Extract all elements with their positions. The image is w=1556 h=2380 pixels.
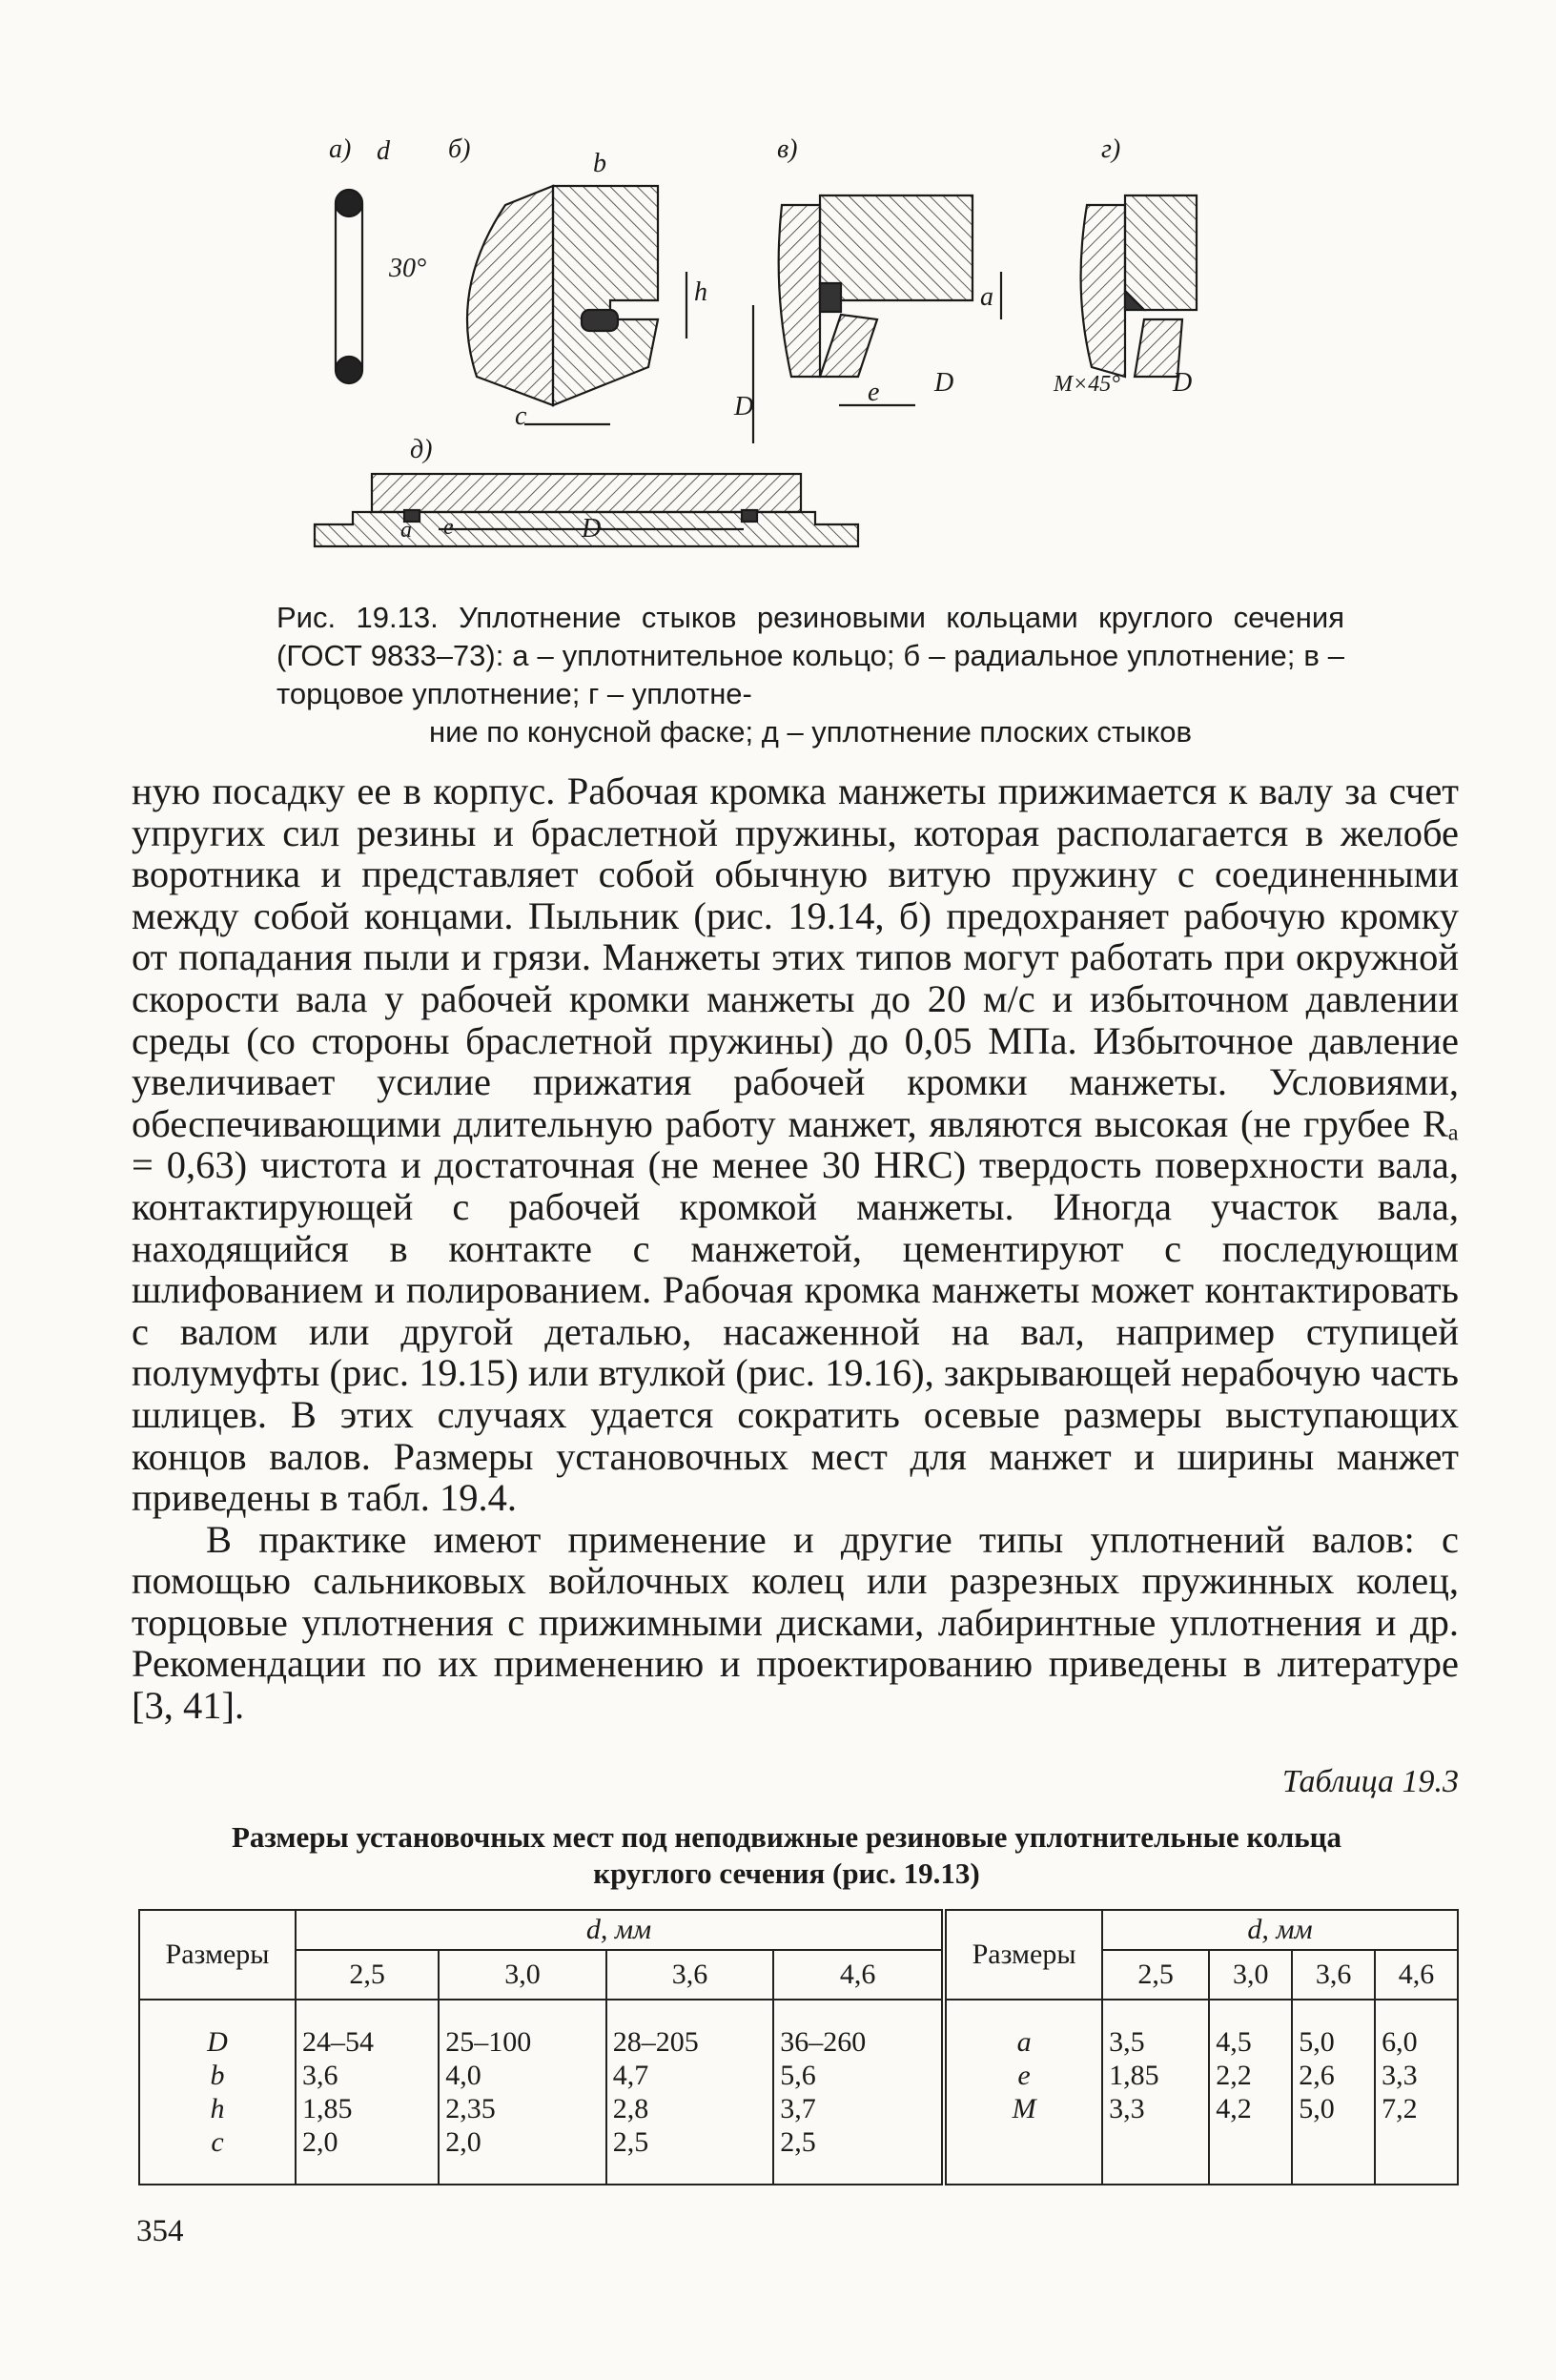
cell: 4,5	[1216, 2025, 1252, 2058]
angle-30: 30°	[389, 254, 427, 283]
table-title: Размеры установочных мест под неподвижные резиновые уплотнительные кольца круглого сечения (рис. 19.13)	[231, 1820, 1342, 1890]
dim-M: M×45°	[1054, 372, 1120, 397]
ring-outline	[336, 191, 362, 381]
cell: 3,3	[1382, 2059, 1418, 2091]
dim-d: d	[377, 136, 390, 166]
dim-D-v: D	[934, 368, 954, 398]
right-col-3-6	[1292, 2000, 1375, 2185]
label-a: a	[1016, 2025, 1032, 2058]
right-col-2-5	[1102, 2000, 1209, 2185]
cell: 3,5	[1109, 2025, 1145, 2058]
cell: 5,0	[1299, 2092, 1335, 2124]
housing-g	[1081, 205, 1125, 377]
cell: 2,5	[612, 2125, 649, 2158]
cell: 2,5	[780, 2125, 816, 2158]
dim-a-d: a	[400, 518, 412, 543]
label-v: в)	[777, 134, 798, 164]
left-col-3-0	[439, 2000, 606, 2185]
cell: 2,35	[445, 2092, 496, 2124]
dim-e: e	[868, 378, 880, 407]
left-col-4-6	[773, 2000, 944, 2185]
label-d: д)	[410, 435, 433, 464]
dim-h: h	[694, 277, 707, 307]
table-label: Таблица 19.3	[1281, 1764, 1459, 1799]
right-labels	[944, 2000, 1102, 2185]
left-labels	[139, 2000, 296, 2185]
cell: 4,7	[612, 2059, 649, 2091]
caption-last-line: ние по конусной фаске; д – уплотнение плоских стыков	[428, 715, 1192, 749]
flange-v	[820, 195, 972, 300]
paragraph-1: ную посадку ее в корпус. Рабочая кромка манжеты прижимается к валу за счет упругих сил резины и браслетной пружины, которая располагается в желобе воротника и представляет собой обычную витую пружину с соединенными между собой концами. Пыльник (рис. 19.14, б) предохраняет рабочую кромку от попадания пыли и грязи. Манжеты этих типов могут работать при окружной скорости вала у рабочей кромки манжеты до 20 м/с и избыточном давлении среды (со стороны браслетной пружины) до 0,05 МПа. Избыточное давление увеличивает усилие прижатия рабочей кромки манжеты. Условиями, обеспечивающими длительную работу манжет, являются высокая (не грубее Rₐ = 0,63) чистота и достаточная (не менее 30 HRC) твердость поверхности вала, контактирующей с рабочей кромкой манжеты. Иногда участок вала, находящийся в контакте с манжетой, цементируют с последующим шлифованием и полированием. Рабочая кромка манжеты может контактировать с валом или другой деталью, насаженной на вал, например ступицей полумуфты (рис. 19.15) или втулкой (рис. 19.16), закрывающей нерабочую часть шлицев. В этих случаях удается сократить осевые размеры выступающих концов валов. Размеры установочных мест для манжет и ширины манжет приведены в табл. 19.4.	[132, 769, 1459, 1520]
d-value: 3,6	[606, 1950, 774, 2000]
dim-a: a	[980, 282, 993, 312]
cell: 3,7	[780, 2092, 816, 2124]
cell: 4,2	[1216, 2092, 1252, 2124]
d-value: 2,5	[296, 1950, 439, 2000]
right-col-4-6	[1375, 2000, 1458, 2185]
d-value: 4,6	[1375, 1950, 1458, 2000]
cell: 7,2	[1382, 2092, 1418, 2124]
d-value: 3,0	[1209, 1950, 1292, 2000]
dim-c: c	[515, 401, 527, 431]
caption-text: Рис. 19.13. Уплотнение стыков резиновыми кольцами круглого сечения (ГОСТ 9833–73): а – уплотнительное кольцо; б – радиальное уплотнение; в – торцовое уплотнение; г – уплотне-	[276, 601, 1344, 710]
cell: 2,8	[612, 2092, 649, 2124]
label-M: M	[1012, 2092, 1036, 2124]
cell: 2,6	[1299, 2059, 1335, 2091]
d-value: 3,6	[1292, 1950, 1375, 2000]
cell: 2,2	[1216, 2059, 1252, 2091]
dim-D-d: D	[582, 514, 602, 544]
dim-e-d: e	[443, 515, 454, 540]
size-header-left: Размеры	[139, 1910, 296, 2000]
ring-b	[582, 310, 618, 331]
figure-caption	[276, 599, 1344, 751]
d-value: 4,6	[773, 1950, 944, 2000]
cell: 24–54	[302, 2025, 374, 2058]
shaft-v	[820, 315, 877, 377]
shaft-b	[553, 186, 658, 405]
ring-d-right	[742, 510, 757, 522]
ring-section-bottom	[336, 357, 362, 383]
flange-g	[1125, 195, 1197, 310]
seal-figure	[286, 119, 1344, 577]
right-col-3-0	[1209, 2000, 1292, 2185]
cell: 25–100	[445, 2025, 532, 2058]
d-value: 2,5	[1102, 1950, 1209, 2000]
cell: 2,0	[302, 2125, 338, 2158]
body-text	[132, 770, 1459, 1727]
ring-section-top	[336, 190, 362, 216]
d-header-left: d, мм	[296, 1910, 944, 1950]
cell: 1,85	[302, 2092, 353, 2124]
label-g: г)	[1101, 134, 1121, 164]
cell: 2,0	[445, 2125, 481, 2158]
cell: 5,0	[1299, 2025, 1335, 2058]
label-e: e	[1017, 2059, 1031, 2091]
dim-D-b: D	[734, 392, 754, 421]
dim-b: b	[593, 149, 606, 178]
label-a: а)	[329, 134, 352, 164]
label-D: D	[207, 2025, 228, 2058]
dim-D-g: D	[1173, 368, 1193, 398]
label-b: b	[210, 2059, 225, 2091]
cell: 3,6	[302, 2059, 338, 2091]
d-value: 3,0	[439, 1950, 606, 2000]
cell: 1,85	[1109, 2059, 1159, 2091]
top-plate-d	[372, 474, 801, 512]
label-b: б)	[448, 134, 471, 164]
cell: 28–205	[612, 2025, 699, 2058]
cell: 3,3	[1109, 2092, 1145, 2124]
label-c: c	[211, 2125, 224, 2158]
seal-drawing	[286, 119, 1344, 577]
ring-v	[820, 283, 841, 312]
dimensions-table	[138, 1909, 1459, 2185]
left-col-3-6	[606, 2000, 774, 2185]
housing-v	[779, 205, 820, 377]
paragraph-2: В практике имеют применение и другие типы уплотнений валов: с помощью сальниковых войлочных колец или разрезных пружинных колец, торцовые уплотнения с прижимными дисками, лабиринтные уплотнения и др. Рекомендации по их применению и проектированию приведены в литературе [3, 41].	[132, 1517, 1459, 1728]
left-col-2-5	[296, 2000, 439, 2185]
housing-b	[467, 186, 553, 405]
label-h: h	[210, 2092, 225, 2124]
size-header-right: Размеры	[944, 1910, 1102, 2000]
cell: 36–260	[780, 2025, 867, 2058]
d-header-right: d, мм	[1102, 1910, 1458, 1950]
page-number: 354	[136, 2214, 184, 2248]
cell: 6,0	[1382, 2025, 1418, 2058]
cell: 5,6	[780, 2059, 816, 2091]
cell: 4,0	[445, 2059, 481, 2091]
